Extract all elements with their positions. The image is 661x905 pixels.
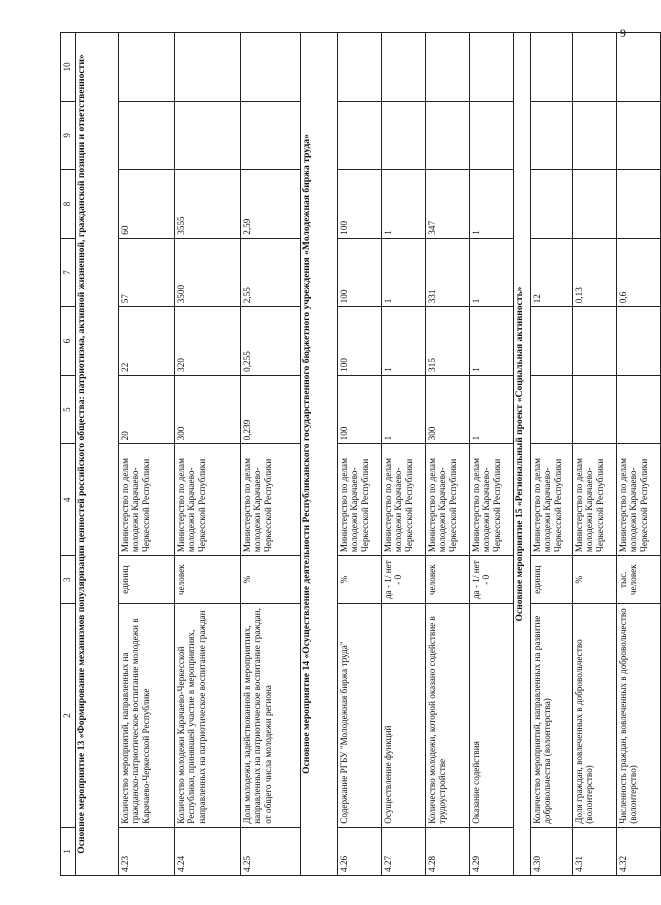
unit-cell: единиц: [531, 556, 573, 604]
unit-cell: да - 1/ нет - 0: [382, 556, 426, 604]
value-col-8: 100: [338, 170, 382, 239]
value-col-6: [573, 307, 617, 376]
indicator-name: Количество мероприятий, направленных на гражданско-патриотическое воспитание молодежи в Карачаево-Черкесской Республике: [119, 604, 175, 827]
value-col-6: 315: [426, 307, 470, 376]
value-col-10: [175, 33, 241, 102]
value-col-5: 300: [175, 375, 241, 444]
row-number: 4.31: [573, 827, 617, 875]
responsible-cell: Министерство по делам молодежи Карачаево-Черкесской Республики: [617, 444, 661, 556]
value-col-8: 2,59: [241, 170, 301, 239]
indicator-name: Оказание содействия: [470, 604, 514, 827]
header-col-5: 5: [61, 375, 76, 444]
indicator-name: Доля граждан, вовлеченных в добровольчество (волонтерство): [573, 604, 617, 827]
value-col-7: 100: [338, 238, 382, 307]
value-col-9: [241, 101, 301, 170]
value-col-10: [119, 33, 175, 102]
row-number: 4.25: [241, 827, 301, 875]
value-col-5: 1: [470, 375, 514, 444]
value-col-8: 1: [470, 170, 514, 239]
row-number: 4.24: [175, 827, 241, 875]
responsible-cell: Министерство по делам молодежи Карачаево-Черкесской Республики: [338, 444, 382, 556]
unit-cell: человек: [175, 556, 241, 604]
indicator-name: Осуществление функций: [382, 604, 426, 827]
indicator-name: Количество молодежи, которой оказано содействие в трудоустройстве: [426, 604, 470, 827]
table-row: [573, 33, 617, 876]
indicator-name: Численность граждан, вовлеченных в добровольчество (волонтерство): [617, 604, 661, 827]
section-title: Основное мероприятие 14 «Осуществление деятельности Республиканского государственного бюджетного учреждения «Молодежная биржа труда»: [301, 33, 338, 876]
table-row: [617, 33, 661, 876]
header-col-9: 9: [61, 101, 76, 170]
value-col-8: [573, 170, 617, 239]
row-number: 4.23: [119, 827, 175, 875]
value-col-9: [531, 101, 573, 170]
table-row: [119, 33, 175, 876]
table-row: [426, 33, 470, 876]
value-col-10: [241, 33, 301, 102]
unit-cell: человек: [426, 556, 470, 604]
value-col-7: 0,13: [573, 238, 617, 307]
value-col-6: [617, 307, 661, 376]
responsible-cell: Министерство по делам молодежи Карачаево-Черкесской Республики: [119, 444, 175, 556]
row-number: 4.28: [426, 827, 470, 875]
value-col-8: [531, 170, 573, 239]
header-col-8: 8: [61, 170, 76, 239]
value-col-10: [426, 33, 470, 102]
value-col-5: 20: [119, 375, 175, 444]
value-col-6: 1: [470, 307, 514, 376]
value-col-8: 3555: [175, 170, 241, 239]
value-col-6: 0,255: [241, 307, 301, 376]
responsible-cell: Министерство по делам молодежи Карачаево-Черкесской Республики: [573, 444, 617, 556]
value-col-7: 2,55: [241, 238, 301, 307]
header-col-1: 1: [61, 827, 76, 875]
value-col-6: [531, 307, 573, 376]
value-col-7: 57: [119, 238, 175, 307]
row-number: 4.30: [531, 827, 573, 875]
rotated-table-container: [60, 32, 649, 876]
value-col-5: [617, 375, 661, 444]
indicator-name: Доля молодежи, задействованной в мероприятиях, направленных на патриотическое воспитание граждан, от общего числа молодежи региона: [241, 604, 301, 827]
value-col-9: [382, 101, 426, 170]
value-col-7: 331: [426, 238, 470, 307]
section-title: Основное мероприятие 13 «Формирование механизмов популяризации ценностей российского общества: патриотизма, активной жизненной, гражданской позиции и ответственности»: [76, 33, 119, 876]
value-col-7: 1: [470, 238, 514, 307]
table-row: [470, 33, 514, 876]
table-row: [241, 33, 301, 876]
value-col-7: 1: [382, 238, 426, 307]
value-col-9: [119, 101, 175, 170]
value-col-6: 1: [382, 307, 426, 376]
unit-cell: %: [338, 556, 382, 604]
unit-cell: %: [241, 556, 301, 604]
value-col-8: 347: [426, 170, 470, 239]
header-row: [61, 33, 76, 876]
value-col-8: 60: [119, 170, 175, 239]
header-col-3: 3: [61, 556, 76, 604]
indicator-name: Количество молодежи Карачаево-Черкесской Республики, принявшей участие в мероприятиях, направленных на патриотическое воспитание граждан: [175, 604, 241, 827]
section-title: Основное мероприятие 15 «Региональный проект «Социальная активность»: [514, 33, 531, 876]
responsible-cell: Министерство по делам молодежи Карачаево-Черкесской Республики: [531, 444, 573, 556]
responsible-cell: Министерство по делам молодежи Карачаево-Черкесской Республики: [241, 444, 301, 556]
value-col-9: [470, 101, 514, 170]
table-row: [382, 33, 426, 876]
header-col-7: 7: [61, 238, 76, 307]
value-col-10: [617, 33, 661, 102]
value-col-6: 100: [338, 307, 382, 376]
value-col-9: [617, 101, 661, 170]
row-number: 4.27: [382, 827, 426, 875]
row-number: 4.29: [470, 827, 514, 875]
value-col-10: [531, 33, 573, 102]
unit-cell: тыс. человек: [617, 556, 661, 604]
row-number: 4.32: [617, 827, 661, 875]
section-row: [301, 33, 338, 876]
value-col-9: [573, 101, 617, 170]
value-col-8: [617, 170, 661, 239]
value-col-7: 3500: [175, 238, 241, 307]
table-row: [531, 33, 573, 876]
indicator-name: Содержание РГБУ "Молодежная биржа труда": [338, 604, 382, 827]
value-col-9: [175, 101, 241, 170]
responsible-cell: Министерство по делам молодежи Карачаево-Черкесской Республики: [470, 444, 514, 556]
row-number: 4.26: [338, 827, 382, 875]
responsible-cell: Министерство по делам молодежи Карачаево-Черкесской Республики: [175, 444, 241, 556]
responsible-cell: Министерство по делам молодежи Карачаево-Черкесской Республики: [426, 444, 470, 556]
unit-cell: да - 1/ нет - 0: [470, 556, 514, 604]
unit-cell: %: [573, 556, 617, 604]
indicators-table: [60, 32, 661, 876]
value-col-10: [470, 33, 514, 102]
page-number: 9: [620, 26, 626, 40]
value-col-5: 1: [382, 375, 426, 444]
value-col-5: 300: [426, 375, 470, 444]
value-col-5: [531, 375, 573, 444]
value-col-9: [338, 101, 382, 170]
value-col-10: [382, 33, 426, 102]
header-col-4: 4: [61, 444, 76, 556]
unit-cell: единиц: [119, 556, 175, 604]
table-row: [175, 33, 241, 876]
value-col-10: [338, 33, 382, 102]
table-row: [338, 33, 382, 876]
value-col-7: 12: [531, 238, 573, 307]
value-col-6: 22: [119, 307, 175, 376]
value-col-8: 1: [382, 170, 426, 239]
value-col-5: 100: [338, 375, 382, 444]
header-col-2: 2: [61, 604, 76, 827]
responsible-cell: Министерство по делам молодежи Карачаево-Черкесской Республики: [382, 444, 426, 556]
header-col-10: 10: [61, 33, 76, 102]
indicator-name: Количество мероприятий, направленных на развитие добровольчества (волонтерства): [531, 604, 573, 827]
value-col-5: [573, 375, 617, 444]
value-col-10: [573, 33, 617, 102]
value-col-9: [426, 101, 470, 170]
section-row: [76, 33, 119, 876]
value-col-7: 0,6: [617, 238, 661, 307]
value-col-5: 0,239: [241, 375, 301, 444]
header-col-6: 6: [61, 307, 76, 376]
value-col-6: 320: [175, 307, 241, 376]
section-row: [514, 33, 531, 876]
